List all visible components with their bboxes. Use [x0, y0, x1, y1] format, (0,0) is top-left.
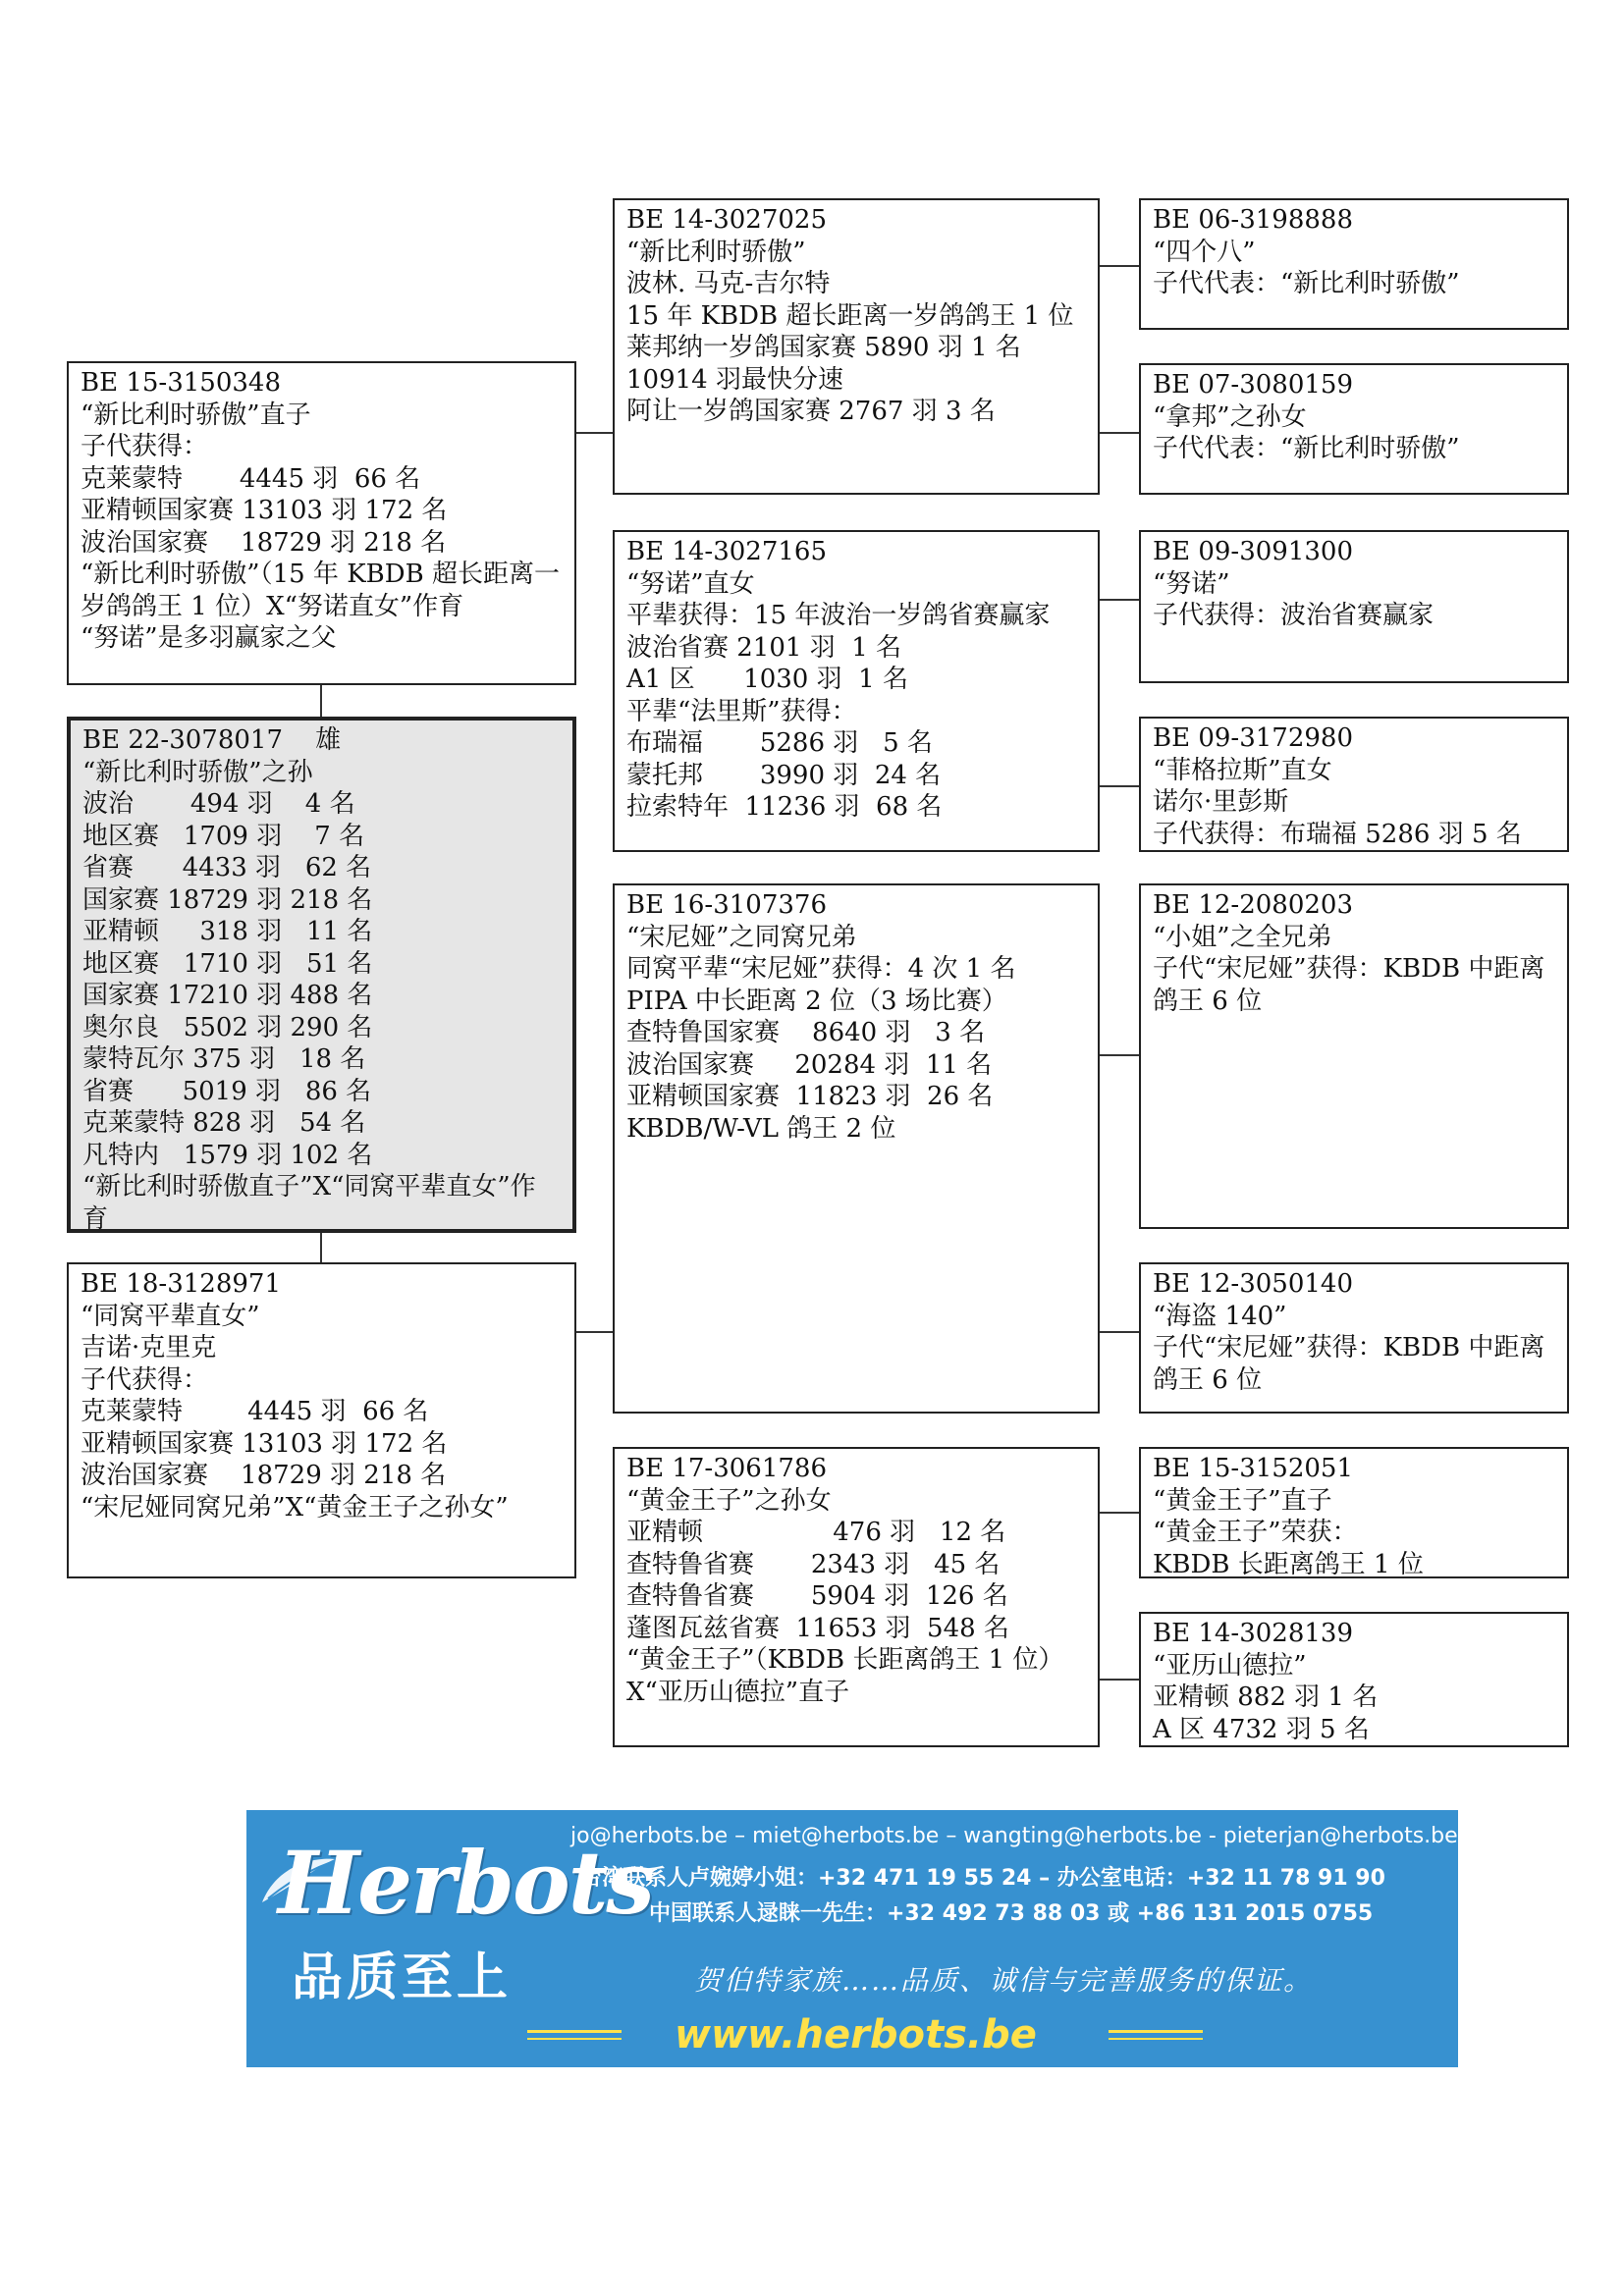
decorative-line-right	[1109, 2030, 1203, 2033]
pedigree-line: “黄金王子”直子	[1153, 1485, 1332, 1516]
pedigree-line: 波治国家赛 20284 羽 11 名	[626, 1049, 993, 1080]
pedigree-line: 阿让一岁鸽国家赛 2767 羽 3 名	[626, 397, 996, 426]
pedigree-line: 国家赛 18729 羽 218 名	[82, 884, 373, 915]
g1-box	[1139, 198, 1569, 330]
pedigree-line: 平辈“法里斯”获得：	[626, 696, 857, 726]
connector-ss-g2	[1100, 432, 1139, 434]
connector-dam-gen2	[576, 1331, 613, 1333]
pedigree-line: 10914 羽最快分速	[626, 364, 843, 395]
pedigree-line: 地区赛 1710 羽 51 名	[82, 948, 373, 979]
pedigree-line: 波治 494 羽 4 名	[82, 789, 355, 819]
g6-box	[1139, 1262, 1569, 1414]
pedigree-line: 布瑞福 5286 羽 5 名	[626, 728, 933, 758]
pedigree-line: 奥尔良 5502 羽 290 名	[82, 1012, 373, 1042]
g8-box	[1139, 1612, 1569, 1747]
pedigree-line: “菲格拉斯”直女	[1153, 755, 1332, 785]
pedigree-line: 克莱蒙特 4445 羽 66 名	[81, 1397, 429, 1426]
pedigree-line: “小姐”之全兄弟	[1153, 922, 1332, 952]
pedigree-line: 子代获得：布瑞福 5286 羽 5 名	[1153, 819, 1522, 849]
pedigree-line: 蒙特瓦尔 375 羽 18 名	[82, 1044, 366, 1074]
pedigree-line: “宋尼娅同窝兄弟”X“黄金王子之孙女”	[81, 1492, 509, 1522]
g5-box	[1139, 883, 1569, 1229]
pedigree-line: “宋尼娅”之同窝兄弟	[626, 922, 857, 952]
pedigree-line: “新比利时骄傲”	[626, 237, 806, 267]
ring-number: BE 17-3061786	[626, 1454, 828, 1483]
contact-emails[interactable]: jo@herbots.be – miet@herbots.be – wangting@herbots.be - pieterjan@herbots.be	[570, 1824, 1458, 1848]
pedigree-line: PIPA 中长距离 2 位（3 场比赛）	[626, 986, 1007, 1016]
pedigree-line: 亚精顿 476 羽 12 名	[626, 1518, 1006, 1547]
pedigree-line: “新比利时骄傲”之孙	[82, 757, 313, 787]
pedigree-line: “努诺”是多羽赢家之父	[81, 623, 337, 653]
connector-sd-g3	[1100, 599, 1139, 601]
ring-number: BE 09-3091300	[1153, 537, 1354, 566]
pedigree-line: “新比利时骄傲”直子	[81, 400, 311, 430]
pedigree-line: 查特鲁国家赛 8640 羽 3 名	[626, 1018, 986, 1047]
pedigree-line: 亚精顿国家赛 13103 羽 172 名	[81, 496, 448, 525]
pedigree-line: 拉索特年 11236 羽 68 名	[626, 792, 943, 822]
connector-dd-g7	[1100, 1512, 1139, 1514]
pedigree-line: 凡特内 1579 羽 102 名	[82, 1140, 373, 1170]
ring-number: BE 12-3050140	[1153, 1269, 1354, 1299]
dam-sire-box	[613, 883, 1100, 1414]
pedigree-line: 波治国家赛 18729 羽 218 名	[81, 527, 447, 558]
sire-dam-box	[613, 530, 1100, 852]
herbots-logo: Herbots	[278, 1832, 653, 1934]
ring-number: BE 18-3128971	[81, 1269, 282, 1299]
ring-number: BE 14-3028139	[1153, 1619, 1354, 1648]
ring-number: BE 22-3078017 雄	[82, 725, 342, 755]
pedigree-line: 子代“宋尼娅”获得：KBDB 中距离鸽王 6 位	[1153, 1333, 1545, 1395]
ring-number: BE 09-3172980	[1153, 723, 1354, 753]
pedigree-line: 亚精顿国家赛 13103 羽 172 名	[81, 1428, 448, 1459]
pedigree-line: 子代获得：波治省赛赢家	[1153, 601, 1435, 630]
connector-sire-subject	[320, 685, 322, 717]
pedigree-line: “努诺”	[1153, 568, 1230, 599]
pedigree-line: 地区赛 1709 羽 7 名	[82, 821, 365, 851]
ring-number: BE 16-3107376	[626, 890, 828, 920]
pedigree-line: 诺尔·里彭斯	[1153, 787, 1289, 817]
pedigree-line: “新比利时骄傲直子”X“同窝平辈直女”作育	[82, 1172, 536, 1233]
ring-number: BE 12-2080203	[1153, 890, 1354, 920]
pedigree-line: 子代获得：	[81, 432, 209, 461]
pedigree-line: 国家赛 17210 羽 488 名	[82, 981, 373, 1010]
g7-box	[1139, 1447, 1569, 1578]
herbots-banner	[246, 1810, 1458, 2067]
pedigree-line: 省赛 4433 羽 62 名	[82, 853, 372, 882]
pedigree-line: 蓬图瓦兹省赛 11653 羽 548 名	[626, 1613, 1009, 1643]
pedigree-line: 莱邦纳一岁鸽国家赛 5890 羽 1 名	[626, 333, 1021, 362]
pedigree-line: 平辈获得：15 年波治一岁鸽省赛赢家	[626, 601, 1051, 630]
pedigree-line: KBDB/W-VL 鸽王 2 位	[626, 1113, 896, 1144]
slogan: 品质至上	[292, 1949, 513, 2007]
pedigree-line: 波治省赛 2101 羽 1 名	[626, 632, 902, 663]
pedigree-line: “努诺”直女	[626, 568, 755, 599]
pedigree-line: “亚历山德拉”	[1153, 1650, 1307, 1681]
pedigree-line: 克莱蒙特 4445 羽 66 名	[81, 463, 421, 494]
pedigree-line: “黄金王子”之孙女	[626, 1485, 832, 1516]
pedigree-line: 克莱蒙特 828 羽 54 名	[82, 1108, 366, 1138]
pedigree-line: 亚精顿 318 羽 11 名	[82, 917, 373, 946]
pedigree-line: “海盗 140”	[1153, 1301, 1287, 1331]
pedigree-line: 波治国家赛 18729 羽 218 名	[81, 1461, 447, 1490]
pedigree-line: 波林. 马克-吉尔特	[626, 269, 831, 298]
tagline: 贺伯特家族……品质、诚信与完善服务的保证。	[694, 1964, 1314, 1997]
decorative-line-left	[527, 2030, 622, 2033]
connector-sire-gen2	[576, 432, 613, 434]
connector-dd-g8	[1100, 1679, 1139, 1681]
sire-sire-box	[613, 198, 1100, 495]
pedigree-line: 省赛 5019 羽 86 名	[82, 1076, 372, 1106]
pedigree-line: “同窝平辈直女”	[81, 1301, 260, 1331]
pedigree-line: KBDB 长距离鸽王 1 位	[1153, 1549, 1424, 1578]
decorative-line-left-2	[527, 2038, 622, 2040]
pedigree-line: 查特鲁省赛 5904 羽 126 名	[626, 1581, 1008, 1611]
pedigree-line: A 区 4732 羽 5 名	[1153, 1714, 1370, 1744]
pedigree-line: “四个八”	[1153, 237, 1256, 267]
decorative-line-right-2	[1109, 2038, 1203, 2040]
dam-dam-box	[613, 1447, 1100, 1747]
pedigree-line: “黄金王子”（KBDB 长距离鸽王 1 位）X“亚历山德拉”直子	[626, 1645, 1064, 1707]
pedigree-line: 15 年 KBDB 超长距离一岁鸽鸽王 1 位	[626, 300, 1074, 331]
ring-number: BE 07-3080159	[1153, 370, 1354, 400]
pedigree-line: “黄金王子”荣获：	[1153, 1518, 1358, 1547]
pedigree-line: 亚精顿 882 羽 1 名	[1153, 1682, 1379, 1712]
pedigree-line: 查特鲁省赛 2343 羽 45 名	[626, 1549, 1001, 1579]
ring-number: BE 15-3152051	[1153, 1454, 1354, 1483]
contact-taiwan: 台湾联系人卢婉婷小姐：+32 471 19 55 24 – 办公室电话：+32 11 78 91 90	[580, 1866, 1385, 1891]
pedigree-line: 子代“宋尼娅”获得：KBDB 中距离鸽王 6 位	[1153, 954, 1545, 1016]
connector-sd-g4	[1100, 785, 1139, 787]
ring-number: BE 15-3150348	[81, 368, 282, 398]
g3-box	[1139, 530, 1569, 683]
connector-ds-g6	[1100, 1331, 1139, 1333]
contact-china: 中国联系人逯睐一先生：+32 492 73 88 03 或 +86 131 2015 0755	[649, 1901, 1374, 1926]
pedigree-line: 子代获得：	[81, 1364, 209, 1395]
pedigree-line: 同窝平辈“宋尼娅”获得：4 次 1 名	[626, 954, 1016, 984]
pedigree-line: “拿邦”之孙女	[1153, 401, 1307, 432]
pedigree-line: 子代代表：“新比利时骄傲”	[1153, 269, 1460, 298]
pedigree-line: 蒙托邦 3990 羽 24 名	[626, 760, 942, 790]
dam-box	[67, 1262, 576, 1578]
pedigree-line: A1 区 1030 羽 1 名	[626, 665, 908, 694]
pedigree-line: “新比利时骄傲”（15 年 KBDB 超长距离一岁鸽鸽王 1 位）X“努诺直女”作育	[81, 560, 560, 621]
subject-box	[67, 717, 576, 1233]
ring-number: BE 14-3027165	[626, 537, 828, 566]
sire-box	[67, 361, 576, 685]
connector-ss-g1	[1100, 265, 1139, 267]
connector-ds-g5	[1100, 1054, 1139, 1056]
g4-box	[1139, 717, 1569, 852]
connector-subject-dam	[320, 1233, 322, 1262]
ring-number: BE 06-3198888	[1153, 205, 1354, 235]
g2-box	[1139, 363, 1569, 495]
pedigree-line: 子代代表：“新比利时骄傲”	[1153, 434, 1460, 463]
ring-number: BE 14-3027025	[626, 205, 828, 235]
pedigree-line: 吉诺·克里克	[81, 1333, 217, 1362]
website-link[interactable]: www.herbots.be	[675, 2012, 1037, 2057]
pedigree-line: 亚精顿国家赛 11823 羽 26 名	[626, 1082, 994, 1111]
